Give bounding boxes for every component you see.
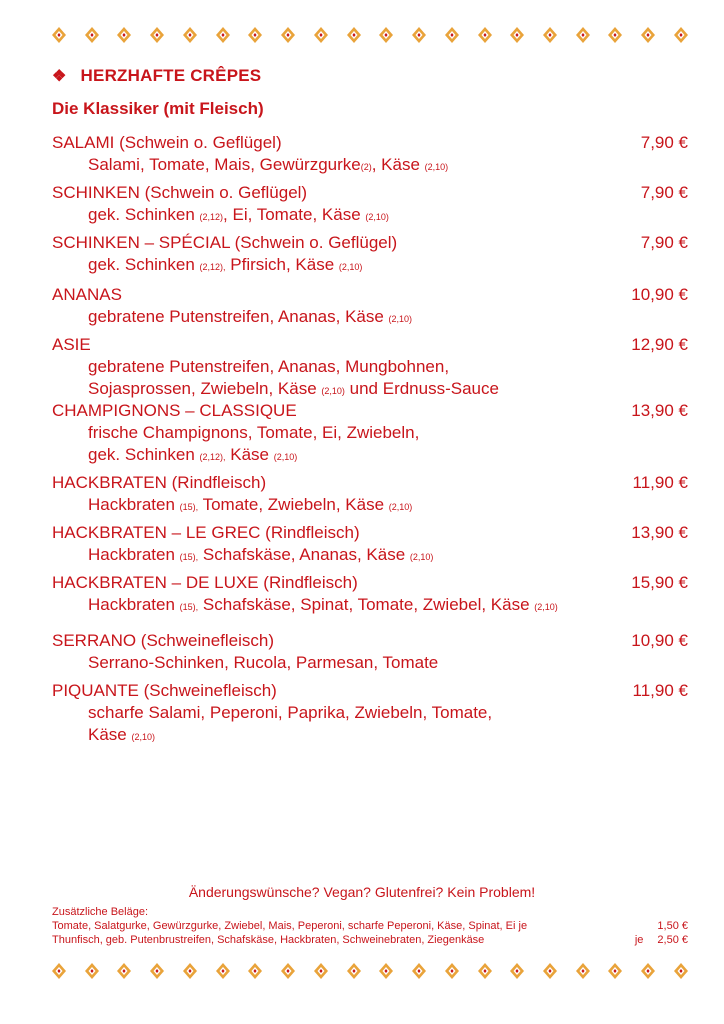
allergen-code: (2,10) xyxy=(388,314,413,324)
diamond-ornament-icon xyxy=(148,962,166,980)
item-description xyxy=(52,378,688,402)
item-price: 7,90 € xyxy=(640,133,688,152)
item-price: 10,90 € xyxy=(631,631,688,650)
allergen-code: (2) xyxy=(360,162,372,172)
item-price: 7,90 € xyxy=(640,183,688,202)
diamond-ornament-icon xyxy=(410,26,428,44)
diamond-ornament-icon xyxy=(672,962,690,980)
description-text: gek. Schinken xyxy=(88,445,200,464)
diamond-ornament-icon xyxy=(345,962,363,980)
item-price: 11,90 € xyxy=(632,681,688,700)
item-name: HACKBRATEN – LE GREC (Rindfleisch) xyxy=(52,523,360,542)
diamond-ornament-icon xyxy=(50,962,68,980)
diamond-ornament-icon xyxy=(443,962,461,980)
item-price: 12,90 € xyxy=(631,335,688,354)
diamond-ornament-icon xyxy=(279,962,297,980)
item-description xyxy=(52,422,688,444)
description-text: Sojasprossen, Zwiebeln, Käse xyxy=(88,379,322,398)
diamond-ornament-icon xyxy=(115,962,133,980)
description-text: und Erdnuss-Sauce xyxy=(344,379,499,398)
diamond-ornament-icon xyxy=(181,26,199,44)
diamond-ornament-icon xyxy=(606,962,624,980)
item-name: ASIE xyxy=(52,335,91,354)
diamond-ornament-icon xyxy=(639,962,657,980)
diamond-ornament-icon xyxy=(476,962,494,980)
description-text: Salami, Tomate, Mais, Gewürzgurke xyxy=(88,155,361,174)
description-text: gebratene Putenstreifen, Ananas, Mungbohnen, xyxy=(88,357,450,376)
allergen-code: (2,10) xyxy=(338,262,363,272)
diamond-ornament-icon xyxy=(476,26,494,44)
subtitle: Die Klassiker (mit Fleisch) xyxy=(52,99,264,118)
description-text: Tomate, Zwiebeln, Käse xyxy=(198,495,389,514)
item-price: 11,90 € xyxy=(632,473,688,492)
diamond-ornament-icon xyxy=(214,26,232,44)
menu-item xyxy=(52,132,688,178)
item-name: SCHINKEN – SPÉCIAL (Schwein o. Geflügel) xyxy=(52,233,398,252)
menu-item xyxy=(52,334,688,402)
description-text: Pfirsich, Käse xyxy=(225,255,339,274)
allergen-code: (15), xyxy=(179,502,199,512)
description-text: gebratene Putenstreifen, Ananas, Käse xyxy=(88,307,389,326)
extras-je: je xyxy=(634,934,644,946)
diamond-ornament-icon xyxy=(246,962,264,980)
item-name: PIQUANTE (Schweinefleisch) xyxy=(52,681,277,700)
description-text: , Käse xyxy=(371,155,425,174)
description-text: Schafskäse, Ananas, Käse xyxy=(198,545,410,564)
footer-tagline: Änderungswünsche? Vegan? Glutenfrei? Kein Problem! xyxy=(188,884,536,900)
extras-row xyxy=(52,919,688,933)
diamond-ornament-icon xyxy=(377,26,395,44)
item-name: ANANAS xyxy=(52,285,122,304)
diamond-ornament-icon xyxy=(410,962,428,980)
item-name: SERRANO (Schweinefleisch) xyxy=(52,631,275,650)
description-text: Hackbraten xyxy=(88,595,180,614)
diamond-ornament-icon xyxy=(345,26,363,44)
allergen-code: (2,12), xyxy=(199,262,226,272)
allergen-code: (2,10) xyxy=(321,386,345,396)
item-description xyxy=(52,204,688,228)
diamond-ornament-icon xyxy=(246,26,264,44)
allergen-code: (2,10) xyxy=(273,452,298,462)
diamond-ornament-icon xyxy=(639,26,657,44)
description-text: Hackbraten xyxy=(88,495,180,514)
extras-row xyxy=(52,933,688,947)
description-text: Hackbraten xyxy=(88,545,180,564)
description-text: Serrano-Schinken, Rucola, Parmesan, Tomate xyxy=(88,653,439,672)
menu-item xyxy=(52,522,688,568)
item-price: 13,90 € xyxy=(631,523,688,542)
diamond-ornament-icon xyxy=(148,26,166,44)
item-price: 10,90 € xyxy=(631,285,688,304)
item-description xyxy=(52,254,688,278)
menu-item xyxy=(52,630,688,674)
diamond-ornament-icon xyxy=(606,26,624,44)
diamond-ornament-icon xyxy=(83,26,101,44)
allergen-code: (2,10) xyxy=(409,552,434,562)
extras-price: 1,50 € xyxy=(657,920,688,932)
description-text: Käse xyxy=(88,725,132,744)
menu-item xyxy=(52,680,688,748)
allergen-code: (15), xyxy=(179,552,199,562)
ornament-border-top xyxy=(50,24,690,46)
diamond-ornament-icon xyxy=(443,26,461,44)
diamond-ornament-icon xyxy=(574,962,592,980)
description-text: , Ei, Tomate, Käse xyxy=(223,205,366,224)
item-name: SCHINKEN (Schwein o. Geflügel) xyxy=(52,183,308,202)
item-description xyxy=(52,356,688,378)
diamond-ornament-icon xyxy=(214,962,232,980)
diamond-ornament-icon xyxy=(541,962,559,980)
description-text: gek. Schinken xyxy=(88,255,200,274)
section-title xyxy=(52,66,261,86)
item-name: HACKBRATEN – DE LUXE (Rindfleisch) xyxy=(52,573,358,592)
item-name: HACKBRATEN (Rindfleisch) xyxy=(52,473,267,492)
diamond-bullet-icon: ❖ xyxy=(52,68,67,85)
description-text: frische Champignons, Tomate, Ei, Zwiebeln, xyxy=(88,423,420,442)
item-description xyxy=(52,494,688,518)
diamond-ornament-icon xyxy=(672,26,690,44)
item-description xyxy=(52,594,688,618)
diamond-ornament-icon xyxy=(50,26,68,44)
diamond-ornament-icon xyxy=(377,962,395,980)
item-price: 7,90 € xyxy=(640,233,688,252)
item-description xyxy=(52,444,688,468)
item-name: CHAMPIGNONS – CLASSIQUE xyxy=(52,401,297,420)
extras-label: Zusätzliche Beläge: xyxy=(52,906,148,918)
item-description xyxy=(52,544,688,568)
menu-item xyxy=(52,284,688,330)
extras-price: 2,50 € xyxy=(657,934,688,946)
item-description xyxy=(52,724,688,748)
item-description xyxy=(52,702,688,724)
allergen-code: (2,10) xyxy=(424,162,449,172)
allergen-code: (2,10) xyxy=(365,212,389,222)
diamond-ornament-icon xyxy=(312,962,330,980)
allergen-code: (15), xyxy=(179,602,199,612)
description-text: scharfe Salami, Peperoni, Paprika, Zwiebeln, Tomate, xyxy=(88,703,493,722)
diamond-ornament-icon xyxy=(508,26,526,44)
allergen-code: (2,10) xyxy=(534,602,558,612)
item-name: SALAMI (Schwein o. Geflügel) xyxy=(52,133,282,152)
diamond-ornament-icon xyxy=(312,26,330,44)
description-text: Käse xyxy=(225,445,274,464)
menu-item xyxy=(52,572,688,618)
item-description xyxy=(52,306,688,330)
diamond-ornament-icon xyxy=(508,962,526,980)
menu-item xyxy=(52,182,688,228)
diamond-ornament-icon xyxy=(279,26,297,44)
diamond-ornament-icon xyxy=(541,26,559,44)
allergen-code: (2,12) xyxy=(199,212,224,222)
item-description xyxy=(52,154,688,178)
menu-item xyxy=(52,232,688,278)
diamond-ornament-icon xyxy=(115,26,133,44)
extras-text: Thunfisch, geb. Putenbrustreifen, Schafskäse, Hackbraten, Schweinebraten, Ziegenkäse xyxy=(52,934,485,946)
extras-section xyxy=(52,905,688,947)
item-price: 13,90 € xyxy=(631,401,688,420)
description-text: Schafskäse, Spinat, Tomate, Zwiebel, Käse xyxy=(198,595,535,614)
description-text: gek. Schinken xyxy=(88,205,200,224)
section-title-text: HERZHAFTE CRÊPES xyxy=(80,66,262,85)
extras-text: Tomate, Salatgurke, Gewürzgurke, Zwiebel, Mais, Peperoni, scharfe Peperoni, Käse, Spinat, Ei je xyxy=(52,920,528,932)
menu-item xyxy=(52,400,688,468)
diamond-ornament-icon xyxy=(574,26,592,44)
diamond-ornament-icon xyxy=(83,962,101,980)
allergen-code: (2,10) xyxy=(388,502,413,512)
item-description xyxy=(52,652,688,674)
item-price: 15,90 € xyxy=(631,573,688,592)
diamond-ornament-icon xyxy=(181,962,199,980)
allergen-code: (2,12), xyxy=(199,452,226,462)
menu-item xyxy=(52,472,688,518)
ornament-border-bottom xyxy=(50,960,690,982)
allergen-code: (2,10) xyxy=(131,732,155,742)
